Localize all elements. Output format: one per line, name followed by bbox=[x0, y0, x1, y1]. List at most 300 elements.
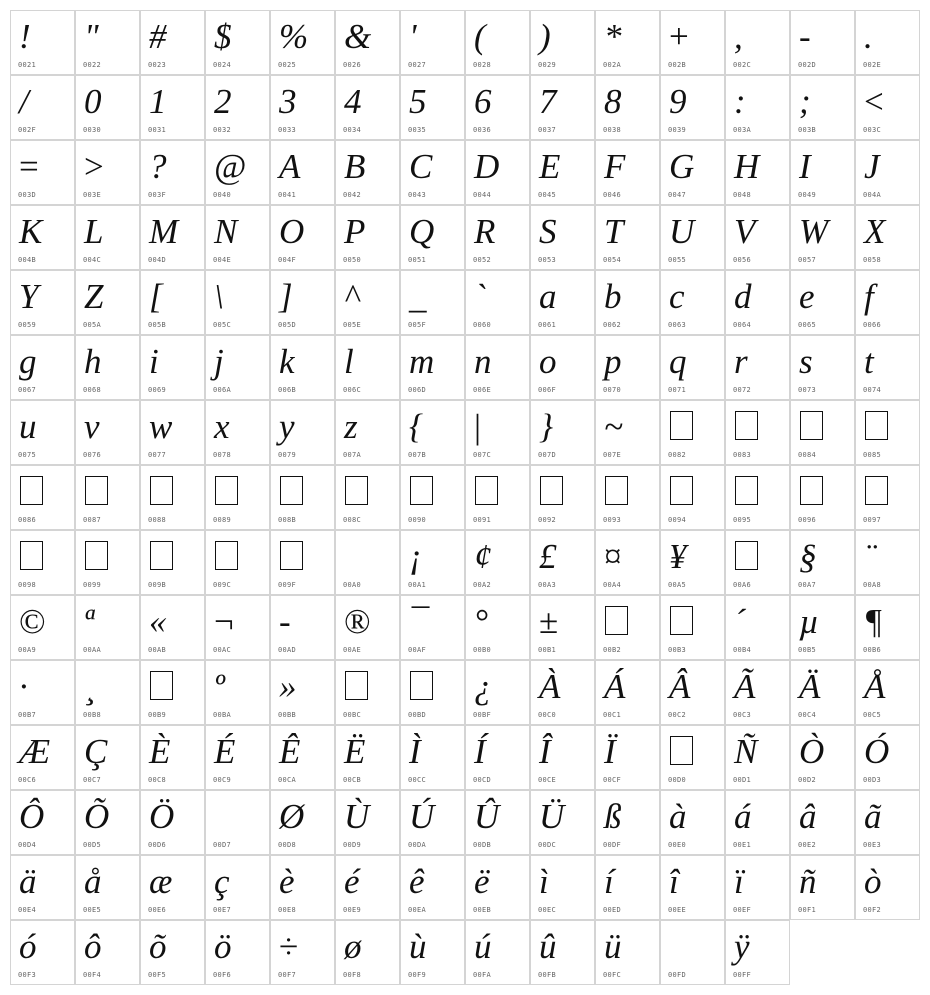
glyph-char: ; bbox=[799, 82, 811, 121]
missing-glyph-box bbox=[345, 476, 368, 505]
glyph-char: + bbox=[669, 17, 689, 56]
glyph-codepoint: 00BA bbox=[213, 711, 232, 719]
glyph-codepoint: 00E8 bbox=[278, 906, 297, 914]
glyph-cell-0059 bbox=[10, 270, 75, 335]
glyph-codepoint: 00A4 bbox=[603, 581, 622, 589]
glyph-codepoint: 0044 bbox=[473, 191, 492, 199]
glyph-cell-00cd bbox=[465, 725, 530, 790]
glyph-codepoint: 008C bbox=[343, 516, 362, 524]
glyph-codepoint: 0067 bbox=[18, 386, 37, 394]
glyph-cell-003d bbox=[10, 140, 75, 205]
glyph-char: J bbox=[864, 147, 880, 186]
glyph-cell-006a bbox=[205, 335, 270, 400]
glyph-cell-0045 bbox=[530, 140, 595, 205]
glyph-char: ¿ bbox=[474, 667, 492, 706]
glyph-codepoint: 007B bbox=[408, 451, 427, 459]
glyph-codepoint: 00CF bbox=[603, 776, 622, 784]
glyph-char: È bbox=[149, 732, 171, 771]
glyph-cell-006e bbox=[465, 335, 530, 400]
glyph-cell-002e bbox=[855, 10, 920, 75]
glyph-char: ¤ bbox=[604, 537, 622, 576]
glyph-char: ì bbox=[539, 862, 549, 901]
glyph-codepoint: 006F bbox=[538, 386, 557, 394]
glyph-codepoint: 0099 bbox=[83, 581, 102, 589]
glyph-codepoint: 0059 bbox=[18, 321, 37, 329]
glyph-char: " bbox=[84, 17, 99, 56]
glyph-codepoint: 004D bbox=[148, 256, 167, 264]
glyph-codepoint: 0051 bbox=[408, 256, 427, 264]
glyph-char: æ bbox=[149, 862, 173, 901]
missing-glyph-box bbox=[670, 476, 693, 505]
glyph-cell-004f bbox=[270, 205, 335, 270]
glyph-cell-0061 bbox=[530, 270, 595, 335]
glyph-cell-005d bbox=[270, 270, 335, 335]
glyph-cell-00c8 bbox=[140, 725, 205, 790]
glyph-cell-0066 bbox=[855, 270, 920, 335]
glyph-char: ã bbox=[864, 797, 882, 836]
glyph-char: n bbox=[474, 342, 492, 381]
glyph-char: E bbox=[539, 147, 561, 186]
glyph-cell-0035 bbox=[400, 75, 465, 140]
glyph-codepoint: 0022 bbox=[83, 61, 102, 69]
glyph-codepoint: 0076 bbox=[83, 451, 102, 459]
glyph-char: å bbox=[84, 862, 102, 901]
glyph-char: ß bbox=[604, 797, 622, 836]
glyph-cell-0083 bbox=[725, 400, 790, 465]
glyph-codepoint: 0047 bbox=[668, 191, 687, 199]
glyph-codepoint: 00F2 bbox=[863, 906, 882, 914]
glyph-codepoint: 00CD bbox=[473, 776, 492, 784]
glyph-cell-0042 bbox=[335, 140, 400, 205]
glyph-cell-00c3 bbox=[725, 660, 790, 725]
glyph-codepoint: 00D2 bbox=[798, 776, 817, 784]
glyph-cell-002d bbox=[790, 10, 855, 75]
glyph-codepoint: 00CE bbox=[538, 776, 557, 784]
glyph-cell-00a7 bbox=[790, 530, 855, 595]
glyph-char: p bbox=[604, 342, 622, 381]
glyph-char: ¶ bbox=[864, 602, 883, 641]
glyph-char: / bbox=[19, 82, 29, 121]
glyph-char: É bbox=[214, 732, 236, 771]
glyph-codepoint: 00C0 bbox=[538, 711, 557, 719]
glyph-cell-007b bbox=[400, 400, 465, 465]
glyph-char: Ö bbox=[149, 797, 175, 836]
glyph-char: Y bbox=[19, 277, 39, 316]
missing-glyph-box bbox=[150, 476, 173, 505]
glyph-cell-00d0 bbox=[660, 725, 725, 790]
glyph-codepoint: 00AB bbox=[148, 646, 167, 654]
glyph-codepoint: 00F1 bbox=[798, 906, 817, 914]
glyph-char: ö bbox=[214, 927, 232, 966]
glyph-codepoint: 002F bbox=[18, 126, 37, 134]
glyph-codepoint: 0037 bbox=[538, 126, 557, 134]
glyph-cell-00fc bbox=[595, 920, 660, 985]
glyph-codepoint: 009C bbox=[213, 581, 232, 589]
glyph-cell-00c2 bbox=[660, 660, 725, 725]
glyph-cell-0047 bbox=[660, 140, 725, 205]
glyph-cell-006b bbox=[270, 335, 335, 400]
glyph-char: õ bbox=[149, 927, 167, 966]
glyph-cell-00d3 bbox=[855, 725, 920, 790]
glyph-codepoint: 00F9 bbox=[408, 971, 427, 979]
glyph-char: C bbox=[409, 147, 433, 186]
glyph-char: u bbox=[19, 407, 37, 446]
glyph-cell-003f bbox=[140, 140, 205, 205]
glyph-codepoint: 00D4 bbox=[18, 841, 37, 849]
glyph-cell-0021 bbox=[10, 10, 75, 75]
glyph-codepoint: 0054 bbox=[603, 256, 622, 264]
glyph-char: U bbox=[669, 212, 695, 251]
glyph-cell-00db bbox=[465, 790, 530, 855]
glyph-cell-002c bbox=[725, 10, 790, 75]
glyph-char: ! bbox=[19, 17, 31, 56]
glyph-codepoint: 006A bbox=[213, 386, 232, 394]
glyph-char: $ bbox=[214, 17, 232, 56]
glyph-char: Q bbox=[409, 212, 435, 251]
glyph-char: 2 bbox=[214, 82, 232, 121]
glyph-cell-00fa bbox=[465, 920, 530, 985]
glyph-codepoint: 0033 bbox=[278, 126, 297, 134]
glyph-char: r bbox=[734, 342, 748, 381]
glyph-codepoint: 0088 bbox=[148, 516, 167, 524]
glyph-char: ¬ bbox=[214, 602, 234, 641]
glyph-char: | bbox=[474, 407, 482, 446]
glyph-codepoint: 006E bbox=[473, 386, 492, 394]
glyph-cell-0049 bbox=[790, 140, 855, 205]
glyph-codepoint: 0041 bbox=[278, 191, 297, 199]
glyph-codepoint: 00AF bbox=[408, 646, 427, 654]
glyph-char: 0 bbox=[84, 82, 102, 121]
glyph-char: a bbox=[539, 277, 557, 316]
glyph-char: F bbox=[604, 147, 626, 186]
glyph-char: ò bbox=[864, 862, 882, 901]
glyph-char: X bbox=[864, 212, 886, 251]
glyph-codepoint: 0035 bbox=[408, 126, 427, 134]
glyph-char: Ò bbox=[799, 732, 825, 771]
glyph-char: T bbox=[604, 212, 624, 251]
glyph-codepoint: 00BC bbox=[343, 711, 362, 719]
glyph-codepoint: 0031 bbox=[148, 126, 167, 134]
glyph-char: Ü bbox=[539, 797, 565, 836]
glyph-cell-0089 bbox=[205, 465, 270, 530]
glyph-cell-00f5 bbox=[140, 920, 205, 985]
glyph-codepoint: 00F7 bbox=[278, 971, 297, 979]
glyph-cell-0050 bbox=[335, 205, 400, 270]
glyph-codepoint: 0085 bbox=[863, 451, 882, 459]
glyph-char: 6 bbox=[474, 82, 492, 121]
glyph-cell-00f6 bbox=[205, 920, 270, 985]
glyph-cell-00ae bbox=[335, 595, 400, 660]
missing-glyph-box bbox=[410, 671, 433, 700]
glyph-cell-00b6 bbox=[855, 595, 920, 660]
glyph-cell-0024 bbox=[205, 10, 270, 75]
glyph-codepoint: 006C bbox=[343, 386, 362, 394]
glyph-char: ó bbox=[19, 927, 37, 966]
glyph-cell-0025 bbox=[270, 10, 335, 75]
glyph-codepoint: 0024 bbox=[213, 61, 232, 69]
glyph-char: Ë bbox=[344, 732, 366, 771]
glyph-cell-00e5 bbox=[75, 855, 140, 920]
missing-glyph-box bbox=[280, 476, 303, 505]
glyph-cell-00bb bbox=[270, 660, 335, 725]
glyph-cell-0093 bbox=[595, 465, 660, 530]
glyph-cell-0075 bbox=[10, 400, 75, 465]
glyph-codepoint: 00EF bbox=[733, 906, 752, 914]
glyph-codepoint: 0042 bbox=[343, 191, 362, 199]
glyph-char: á bbox=[734, 797, 752, 836]
glyph-cell-003a bbox=[725, 75, 790, 140]
glyph-codepoint: 003B bbox=[798, 126, 817, 134]
glyph-char: 4 bbox=[344, 82, 362, 121]
glyph-cell-00a8 bbox=[855, 530, 920, 595]
glyph-codepoint: 00A5 bbox=[668, 581, 687, 589]
glyph-codepoint: 004B bbox=[18, 256, 37, 264]
glyph-codepoint: 0055 bbox=[668, 256, 687, 264]
glyph-cell-0030 bbox=[75, 75, 140, 140]
glyph-char: ÷ bbox=[279, 927, 299, 966]
glyph-codepoint: 006B bbox=[278, 386, 297, 394]
glyph-char: ¡ bbox=[409, 537, 423, 576]
glyph-char: » bbox=[279, 667, 297, 706]
glyph-cell-0073 bbox=[790, 335, 855, 400]
glyph-char: 5 bbox=[409, 82, 427, 121]
glyph-codepoint: 0079 bbox=[278, 451, 297, 459]
glyph-codepoint: 0069 bbox=[148, 386, 167, 394]
glyph-char: - bbox=[799, 17, 811, 56]
glyph-char: è bbox=[279, 862, 295, 901]
glyph-cell-009f bbox=[270, 530, 335, 595]
glyph-cell-0068 bbox=[75, 335, 140, 400]
glyph-codepoint: 0039 bbox=[668, 126, 687, 134]
glyph-codepoint: 00F8 bbox=[343, 971, 362, 979]
glyph-codepoint: 0065 bbox=[798, 321, 817, 329]
glyph-codepoint: 0027 bbox=[408, 61, 427, 69]
glyph-cell-00af bbox=[400, 595, 465, 660]
glyph-codepoint: 0057 bbox=[798, 256, 817, 264]
glyph-cell-0065 bbox=[790, 270, 855, 335]
glyph-cell-004c bbox=[75, 205, 140, 270]
glyph-char: ' bbox=[409, 17, 417, 56]
glyph-codepoint: 0073 bbox=[798, 386, 817, 394]
glyph-codepoint: 0025 bbox=[278, 61, 297, 69]
glyph-char: R bbox=[474, 212, 496, 251]
glyph-cell-00b7 bbox=[10, 660, 75, 725]
glyph-codepoint: 00E2 bbox=[798, 841, 817, 849]
glyph-char: Í bbox=[474, 732, 486, 771]
glyph-cell-0033 bbox=[270, 75, 335, 140]
glyph-cell-00e0 bbox=[660, 790, 725, 855]
glyph-codepoint: 00BB bbox=[278, 711, 297, 719]
glyph-grid bbox=[10, 10, 920, 985]
glyph-codepoint: 00D6 bbox=[148, 841, 167, 849]
glyph-char: ¢ bbox=[474, 537, 492, 576]
glyph-codepoint: 00FD bbox=[668, 971, 687, 979]
glyph-codepoint: 0097 bbox=[863, 516, 882, 524]
glyph-char: ù bbox=[409, 927, 427, 966]
glyph-char: > bbox=[84, 147, 104, 186]
glyph-cell-00c6 bbox=[10, 725, 75, 790]
glyph-codepoint: 007E bbox=[603, 451, 622, 459]
missing-glyph-box bbox=[475, 476, 498, 505]
glyph-codepoint: 003E bbox=[83, 191, 102, 199]
glyph-char: * bbox=[604, 17, 622, 56]
missing-glyph-box bbox=[865, 476, 888, 505]
glyph-cell-0091 bbox=[465, 465, 530, 530]
glyph-cell-0022 bbox=[75, 10, 140, 75]
glyph-cell-006c bbox=[335, 335, 400, 400]
glyph-char: x bbox=[214, 407, 230, 446]
glyph-codepoint: 00AC bbox=[213, 646, 232, 654]
glyph-codepoint: 009F bbox=[278, 581, 297, 589]
glyph-char: Ø bbox=[279, 797, 305, 836]
glyph-cell-00d1 bbox=[725, 725, 790, 790]
glyph-char: k bbox=[279, 342, 295, 381]
missing-glyph-box bbox=[215, 541, 238, 570]
glyph-cell-00e4 bbox=[10, 855, 75, 920]
glyph-char: ê bbox=[409, 862, 425, 901]
glyph-cell-00da bbox=[400, 790, 465, 855]
glyph-codepoint: 0086 bbox=[18, 516, 37, 524]
glyph-codepoint: 003C bbox=[863, 126, 882, 134]
glyph-codepoint: 00C9 bbox=[213, 776, 232, 784]
glyph-char: : bbox=[734, 82, 746, 121]
glyph-codepoint: 002E bbox=[863, 61, 882, 69]
glyph-codepoint: 005F bbox=[408, 321, 427, 329]
glyph-codepoint: 00ED bbox=[603, 906, 622, 914]
glyph-cell-00a9 bbox=[10, 595, 75, 660]
missing-glyph-box bbox=[865, 411, 888, 440]
glyph-codepoint: 0026 bbox=[343, 61, 362, 69]
glyph-codepoint: 0043 bbox=[408, 191, 427, 199]
glyph-codepoint: 00E9 bbox=[343, 906, 362, 914]
glyph-cell-00f7 bbox=[270, 920, 335, 985]
glyph-cell-00ca bbox=[270, 725, 335, 790]
glyph-char: = bbox=[19, 147, 39, 186]
missing-glyph-box bbox=[20, 541, 43, 570]
glyph-cell-0028 bbox=[465, 10, 530, 75]
glyph-char: S bbox=[539, 212, 557, 251]
glyph-cell-00c5 bbox=[855, 660, 920, 725]
glyph-codepoint: 00D8 bbox=[278, 841, 297, 849]
glyph-codepoint: 00C1 bbox=[603, 711, 622, 719]
glyph-char: µ bbox=[799, 602, 820, 641]
glyph-char: B bbox=[344, 147, 366, 186]
glyph-codepoint: 00F4 bbox=[83, 971, 102, 979]
glyph-codepoint: 0056 bbox=[733, 256, 752, 264]
missing-glyph-box bbox=[735, 476, 758, 505]
glyph-char: ¥ bbox=[669, 537, 687, 576]
glyph-codepoint: 00CA bbox=[278, 776, 297, 784]
glyph-codepoint: 003D bbox=[18, 191, 37, 199]
glyph-codepoint: 00B4 bbox=[733, 646, 752, 654]
glyph-char: s bbox=[799, 342, 813, 381]
glyph-cell-00c7 bbox=[75, 725, 140, 790]
glyph-cell-005e bbox=[335, 270, 400, 335]
glyph-cell-00cf bbox=[595, 725, 660, 790]
glyph-codepoint: 00D0 bbox=[668, 776, 687, 784]
glyph-codepoint: 00C5 bbox=[863, 711, 882, 719]
glyph-codepoint: 00B0 bbox=[473, 646, 492, 654]
glyph-cell-0071 bbox=[660, 335, 725, 400]
glyph-codepoint: 0032 bbox=[213, 126, 232, 134]
glyph-cell-00d5 bbox=[75, 790, 140, 855]
glyph-char: 7 bbox=[539, 82, 557, 121]
glyph-char: . bbox=[864, 17, 873, 56]
glyph-cell-00cc bbox=[400, 725, 465, 790]
glyph-codepoint: 0060 bbox=[473, 321, 492, 329]
glyph-cell-0054 bbox=[595, 205, 660, 270]
glyph-cell-0031 bbox=[140, 75, 205, 140]
glyph-codepoint: 006D bbox=[408, 386, 427, 394]
glyph-codepoint: 00B1 bbox=[538, 646, 557, 654]
glyph-char: © bbox=[19, 602, 46, 641]
glyph-char: O bbox=[279, 212, 305, 251]
glyph-cell-0084 bbox=[790, 400, 855, 465]
glyph-codepoint: 0096 bbox=[798, 516, 817, 524]
glyph-codepoint: 0077 bbox=[148, 451, 167, 459]
glyph-cell-00d2 bbox=[790, 725, 855, 790]
glyph-char: Á bbox=[604, 667, 626, 706]
glyph-char: Ï bbox=[604, 732, 616, 771]
glyph-cell-0057 bbox=[790, 205, 855, 270]
glyph-cell-0043 bbox=[400, 140, 465, 205]
glyph-codepoint: 00B9 bbox=[148, 711, 167, 719]
glyph-codepoint: 00CC bbox=[408, 776, 427, 784]
glyph-codepoint: 00A7 bbox=[798, 581, 817, 589]
glyph-char: ? bbox=[149, 147, 167, 186]
glyph-cell-0064 bbox=[725, 270, 790, 335]
glyph-codepoint: 005E bbox=[343, 321, 362, 329]
glyph-cell-00bf bbox=[465, 660, 530, 725]
glyph-codepoint: 00A2 bbox=[473, 581, 492, 589]
glyph-char: { bbox=[409, 407, 423, 446]
glyph-codepoint: 00DB bbox=[473, 841, 492, 849]
glyph-cell-0048 bbox=[725, 140, 790, 205]
glyph-cell-00a1 bbox=[400, 530, 465, 595]
glyph-cell-00aa bbox=[75, 595, 140, 660]
glyph-char: ¨ bbox=[864, 537, 876, 576]
glyph-cell-005b bbox=[140, 270, 205, 335]
glyph-cell-005f bbox=[400, 270, 465, 335]
glyph-cell-0044 bbox=[465, 140, 530, 205]
glyph-cell-0056 bbox=[725, 205, 790, 270]
glyph-cell-00a4 bbox=[595, 530, 660, 595]
glyph-codepoint: 00FA bbox=[473, 971, 492, 979]
glyph-cell-002a bbox=[595, 10, 660, 75]
glyph-cell-00e7 bbox=[205, 855, 270, 920]
glyph-char: é bbox=[344, 862, 360, 901]
glyph-char: Ñ bbox=[734, 732, 758, 771]
glyph-cell-002f bbox=[10, 75, 75, 140]
glyph-codepoint: 0023 bbox=[148, 61, 167, 69]
glyph-codepoint: 002C bbox=[733, 61, 752, 69]
glyph-cell-00e1 bbox=[725, 790, 790, 855]
glyph-codepoint: 008B bbox=[278, 516, 297, 524]
glyph-codepoint: 002B bbox=[668, 61, 687, 69]
glyph-char: _ bbox=[409, 277, 427, 316]
glyph-cell-0069 bbox=[140, 335, 205, 400]
glyph-codepoint: 005D bbox=[278, 321, 297, 329]
glyph-codepoint: 0072 bbox=[733, 386, 752, 394]
glyph-codepoint: 004C bbox=[83, 256, 102, 264]
glyph-char: Â bbox=[669, 667, 691, 706]
glyph-cell-00f3 bbox=[10, 920, 75, 985]
glyph-char: t bbox=[864, 342, 874, 381]
glyph-codepoint: 00C7 bbox=[83, 776, 102, 784]
glyph-cell-00d4 bbox=[10, 790, 75, 855]
glyph-codepoint: 0053 bbox=[538, 256, 557, 264]
glyph-cell-00f8 bbox=[335, 920, 400, 985]
